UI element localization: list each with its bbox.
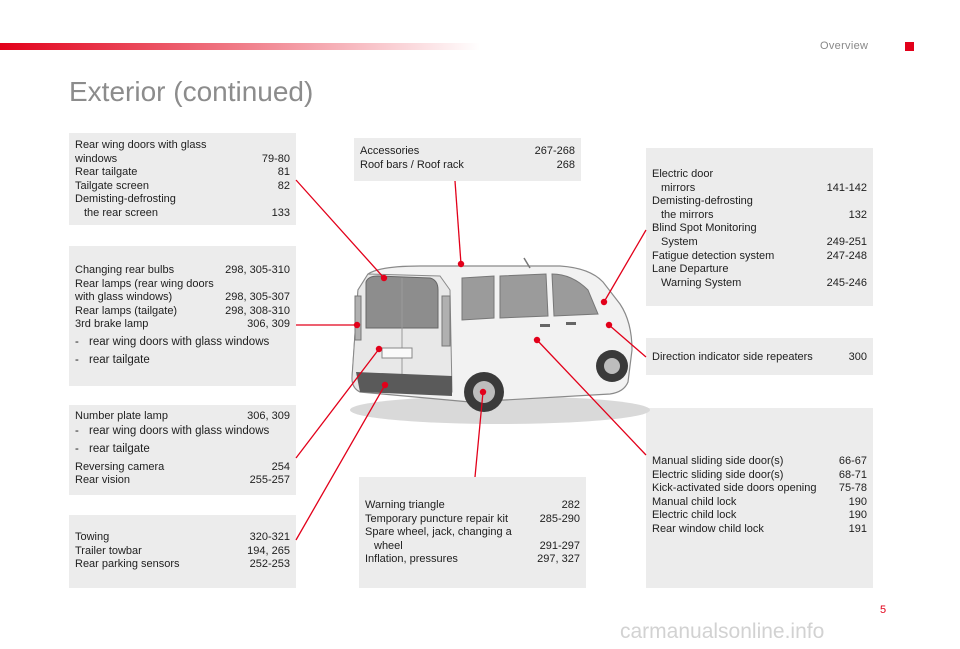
entry-label: Rear vision [75, 474, 131, 487]
page-ref[interactable]: 285-290 [539, 512, 580, 525]
entry-label: Accessories [360, 145, 420, 157]
page-ref[interactable]: 79-80 [261, 152, 290, 165]
section-title: Overview [820, 40, 869, 52]
page-ref[interactable]: 320-321 [249, 531, 290, 543]
page-ref[interactable]: 132 [848, 208, 867, 221]
entry-label: Manual child lock [652, 495, 737, 508]
entry-label: with glass windows) [75, 291, 173, 304]
side-window-rear [462, 276, 494, 320]
dash: - [75, 424, 79, 437]
page-ref[interactable]: 66-67 [838, 455, 867, 467]
page-ref[interactable]: 306, 309 [247, 410, 290, 422]
dash: - [75, 335, 79, 348]
page-ref[interactable]: 68-71 [838, 468, 867, 481]
page-number: 5 [880, 604, 887, 616]
entry-label: Spare wheel, jack, changing a [365, 526, 512, 539]
entry-label: Demisting-defrosting [75, 193, 176, 206]
page-ref[interactable]: 267-268 [534, 145, 575, 157]
entry-label: wheel [374, 539, 403, 552]
entry-label: Electric sliding side door(s) [652, 468, 784, 481]
page-ref[interactable]: 247-248 [826, 249, 867, 262]
entry-label: Inflation, pressures [365, 553, 458, 566]
entry-label: Tailgate screen [75, 179, 149, 192]
entry-label: Reversing camera [75, 460, 165, 473]
page-ref[interactable]: 298, 308-310 [225, 304, 290, 317]
dash: - [75, 442, 79, 455]
entry-label: Changing rear bulbs [75, 264, 175, 276]
page-title: Exterior (continued) [69, 76, 314, 107]
side-window-mid [500, 274, 548, 318]
page-ref[interactable]: 300 [848, 351, 867, 363]
page-ref[interactable]: 291-297 [539, 539, 580, 552]
entry-label: Rear window child lock [652, 522, 764, 535]
entry-label: Rear lamps (rear wing doors [75, 277, 214, 290]
page-ref[interactable]: 268 [556, 158, 575, 171]
page-ref[interactable]: 190 [848, 495, 867, 508]
entry-label: Rear tailgate [75, 166, 138, 179]
entry-label: Roof bars / Roof rack [360, 158, 464, 171]
page-ref[interactable]: 297, 327 [537, 553, 580, 566]
entry-label: Lane Departure [652, 263, 729, 276]
front-wheel-rim [604, 358, 620, 374]
entry-label: 3rd brake lamp [75, 318, 149, 331]
page-ref[interactable]: 141-142 [826, 181, 867, 194]
page-ref[interactable]: 252-253 [249, 558, 290, 571]
entry-label: Electric child lock [652, 509, 737, 522]
entry-label: Direction indicator side repeaters [652, 351, 813, 363]
entry-label: Warning System [661, 276, 742, 289]
page-ref[interactable]: 255-257 [249, 474, 290, 487]
entry-label: Towing [75, 531, 110, 543]
entry-label: Kick-activated side doors opening [652, 482, 817, 495]
number-plate [382, 348, 412, 358]
entry-label: Blind Spot Monitoring [652, 222, 757, 235]
page-ref[interactable]: 194, 265 [247, 544, 290, 557]
entry-label: Demisting-defrosting [652, 195, 753, 208]
rear-lamp-right [442, 296, 450, 346]
entry-label: windows [75, 152, 118, 165]
page-ref[interactable]: 133 [271, 206, 290, 219]
page-ref[interactable]: 306, 309 [247, 318, 290, 331]
page-ref[interactable]: 191 [848, 522, 867, 535]
entry-label: Temporary puncture repair kit [365, 512, 509, 525]
page-ref[interactable]: 82 [277, 179, 290, 192]
entry-label: Rear parking sensors [75, 558, 180, 571]
entry-label: Trailer towbar [75, 544, 142, 557]
entry-label: Manual sliding side door(s) [652, 455, 784, 467]
page-ref[interactable]: 249-251 [826, 235, 867, 248]
sub-entry: rear tailgate [89, 353, 150, 366]
door-handle [566, 322, 576, 325]
rear-bumper [356, 372, 452, 396]
entry-label: mirrors [661, 181, 696, 194]
door-handle [540, 324, 550, 327]
page-ref[interactable]: 254 [271, 460, 290, 473]
entry-label: the mirrors [661, 208, 714, 221]
entry-label: Electric door [652, 168, 714, 180]
entry-label: System [661, 235, 698, 248]
sub-entry: rear tailgate [89, 442, 150, 455]
entry-label: Rear wing doors with glass [75, 139, 207, 151]
entry-label: the rear screen [84, 206, 158, 219]
page-ref[interactable]: 190 [848, 509, 867, 522]
page-ref[interactable]: 298, 305-307 [225, 291, 290, 304]
rear-lamp-left [355, 296, 361, 340]
sub-entry: rear wing doors with glass windows [89, 424, 270, 437]
entry-label: Rear lamps (tailgate) [75, 304, 178, 317]
watermark: carmanualsonline.info [620, 620, 825, 643]
dash: - [75, 353, 79, 366]
entry-label: Warning triangle [365, 499, 445, 511]
page-ref[interactable]: 81 [277, 166, 290, 179]
entry-label: Number plate lamp [75, 410, 168, 422]
page-ref[interactable]: 282 [561, 499, 580, 511]
sub-entry: rear wing doors with glass windows [89, 335, 270, 348]
entry-label: Fatigue detection system [652, 249, 775, 262]
page-ref[interactable]: 245-246 [826, 276, 867, 289]
page-ref[interactable]: 75-78 [838, 482, 867, 495]
page-ref[interactable]: 298, 305-310 [225, 264, 290, 276]
